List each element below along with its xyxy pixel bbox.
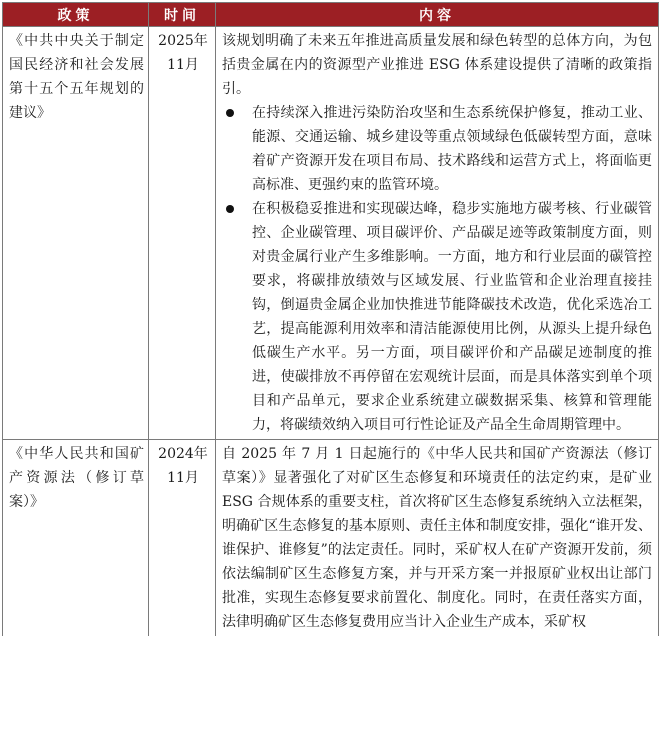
header-policy: 政策 (3, 3, 149, 27)
header-time: 时间 (149, 3, 216, 27)
content-cell (216, 440, 659, 637)
bullet-list (222, 101, 652, 437)
bullet-dot-icon (226, 205, 234, 213)
bullet-text: 在持续深入推进污染防治攻坚和生态系统保护修复，推动工业、能源、交通运输、城乡建设等重点领域绿色低碳转型方面，意味着矿产资源开发在项目布局、技术路线和运营方式上，将面临更高标准、更强约束的监管环境。 (252, 105, 652, 193)
time-cell: 2024年11月 (149, 440, 216, 637)
content-cell (216, 27, 659, 440)
bullet-item (222, 197, 652, 437)
bullet-dot-icon (226, 109, 234, 117)
content-intro: 该规划明确了未来五年推进高质量发展和绿色转型的总体方向，为包括贵金属在内的资源型产业推进 ESG 体系建设提供了清晰的政策指引。 (222, 33, 652, 97)
table-row (3, 440, 659, 637)
time-cell: 2025年11月 (149, 27, 216, 440)
bullet-text: 在积极稳妥推进和实现碳达峰，稳步实施地方碳考核、行业碳管控、企业碳管理、项目碳评价、产品碳足迹等政策制度方面，则对贵金属行业产生多维影响。一方面，地方和行业层面的碳管控要求，将碳排放绩效与区域发展、行业监管和企业治理直接挂钩，倒逼贵金属企业加快推进节能降碳技术改造，优化采选冶工艺，提高能源利用效率和清洁能源使用比例，从源头上提升绿色低碳生产水平。另一方面，项目碳评价和产品碳足迹制度的推进，使碳排放不再停留在宏观统计层面，而是具体落实到单个项目和产品单元，要求企业系统建立碳数据采集、核算和管理能力，将碳绩效纳入项目可行性论证及产品全生命周期管理中。 (252, 201, 652, 433)
table-header-row (3, 3, 659, 27)
policy-cell: 《中共中央关于制定国民经济和社会发展第十五个五年规划的建议》 (3, 27, 149, 440)
policy-table (2, 2, 659, 636)
content-intro: 自 2025 年 7 月 1 日起施行的《中华人民共和国矿产资源法（修订草案）》显著强化了对矿区生态修复和环境责任的法定约束，是矿业 ESG 合规体系的重要支柱，首次将矿区生态修复系统纳入立法框架，明确矿区生态修复的基本原则、责任主体和制度安排，强化“谁开发、谁保护、谁修复”的法定责任。同时，采矿权人在矿产资源开发前，须依法编制矿区生态修复方案，并与开采方案一并报原矿业权出让部门批准，实现生态修复要求前置化、制度化。同时，在责任落实方面，法律明确矿区生态修复费用应当计入企业生产成本，采矿权 (222, 446, 652, 630)
table-row (3, 27, 659, 440)
header-content: 内容 (216, 3, 659, 27)
policy-cell: 《中华人民共和国矿产资源法（修订草案）》 (3, 440, 149, 637)
bullet-item (222, 101, 652, 197)
